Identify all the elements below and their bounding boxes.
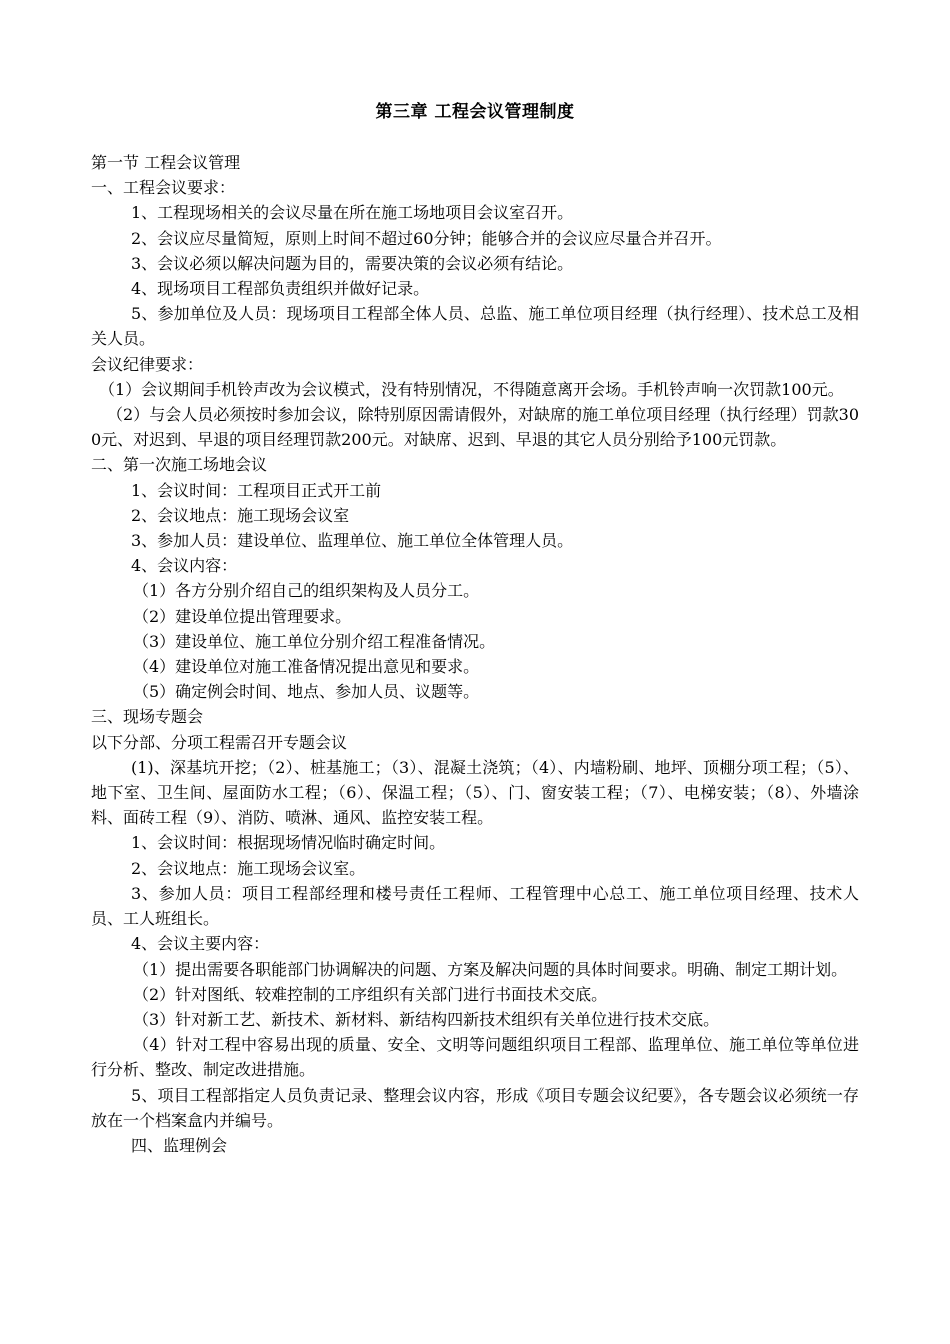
paragraph-item-3-5: 5、项目工程部指定人员负责记录、整理会议内容，形成《项目专题会议纪要》，各专题会议必须统一存放在一个档案盒内并编号。 bbox=[91, 1085, 859, 1130]
paragraph-item-1-1: 1、工程现场相关的会议尽量在所在施工场地项目会议室召开。 bbox=[131, 203, 574, 223]
paragraph-heading-2: 二、第一次施工场地会议 bbox=[91, 455, 268, 475]
paragraph-sub-3: 以下分部、分项工程需召开专题会议 bbox=[91, 732, 348, 752]
paragraph-item-2-1: 1、会议时间：工程项目正式开工前 bbox=[131, 480, 382, 500]
paragraph-item-1-3: 3、会议必须以解决问题为目的，需要决策的会议必须有结论。 bbox=[131, 253, 574, 273]
paragraph-item-3-3: 3、参加人员：项目工程部经理和楼号责任工程师、工程管理中心总工、施工单位项目经理、技术人员、工人班组长。 bbox=[91, 883, 859, 929]
paragraph-discipline-1: （1）会议期间手机铃声改为会议模式，没有特别情况，不得随意离开会场。手机铃声响一次罚款100元。 bbox=[99, 379, 844, 399]
paragraph-item-3-4-1: （1）提出需要各职能部门协调解决的问题、方案及解决问题的具体时间要求。明确、制定工期计划。 bbox=[133, 959, 848, 979]
paragraph-item-3-2: 2、会议地点：施工现场会议室。 bbox=[131, 858, 366, 878]
paragraph-heading-1: 一、工程会议要求： bbox=[91, 178, 236, 198]
document-page bbox=[91, 100, 859, 1158]
document-body bbox=[91, 150, 859, 1158]
paragraph-item-3-4-3: （3）针对新工艺、新技术、新材料、新结构四新技术组织有关单位进行技术交底。 bbox=[133, 1009, 720, 1029]
paragraph-list-3: (1)、深基坑开挖；（2）、桩基施工；（3）、混凝土浇筑；（4）、内墙粉刷、地坪、顶棚分项工程；（5）、地下室、卫生间、屋面防水工程；（6）、保温工程；（5）、门、窗安装工程；（7）、电梯安装；（8）、外墙涂料、面砖工程（9）、消防、喷淋、通风、监控安装工程。 bbox=[91, 757, 859, 828]
paragraph-item-1-5: 5、参加单位及人员：现场项目工程部全体人员、总监、施工单位项目经理（执行经理）、技术总工及相关人员。 bbox=[91, 304, 859, 349]
paragraph-item-2-4: 4、会议内容： bbox=[131, 556, 238, 576]
paragraph-item-3-4: 4、会议主要内容： bbox=[131, 934, 270, 954]
paragraph-item-2-2: 2、会议地点：施工现场会议室 bbox=[131, 505, 350, 525]
paragraph-heading-4: 四、监理例会 bbox=[131, 1135, 228, 1155]
paragraph-item-1-2: 2、会议应尽量简短，原则上时间不超过60分钟；能够合并的会议应尽量合并召开。 bbox=[131, 228, 722, 248]
paragraph-heading-discipline: 会议纪律要求： bbox=[91, 354, 204, 374]
paragraph-section-1: 第一节 工程会议管理 bbox=[91, 153, 241, 172]
chapter-title: 第三章 工程会议管理制度 bbox=[375, 102, 575, 122]
paragraph-item-2-4-3: （3）建设单位、施工单位分别介绍工程准备情况。 bbox=[133, 631, 496, 651]
paragraph-item-3-1: 1、会议时间：根据现场情况临时确定时间。 bbox=[131, 833, 446, 853]
paragraph-item-1-4: 4、现场项目工程部负责组织并做好记录。 bbox=[131, 279, 430, 299]
paragraph-item-2-4-1: （1）各方分别介绍自己的组织架构及人员分工。 bbox=[133, 581, 480, 601]
paragraph-item-3-4-2: （2）针对图纸、较难控制的工序组织有关部门进行书面技术交底。 bbox=[133, 984, 608, 1004]
paragraph-item-3-4-4: （4）针对工程中容易出现的质量、安全、文明等问题组织项目工程部、监理单位、施工单位等单位进行分析、整改、制定改进措施。 bbox=[91, 1035, 859, 1080]
paragraph-item-2-3: 3、参加人员：建设单位、监理单位、施工单位全体管理人员。 bbox=[131, 531, 574, 551]
paragraph-item-2-4-5: （5）确定例会时间、地点、参加人员、议题等。 bbox=[133, 682, 480, 702]
paragraph-discipline-2: （2）与会人员必须按时参加会议，除特别原因需请假外，对缺席的施工单位项目经理（执行经理）罚款300元、对迟到、早退的项目经理罚款200元。对缺席、迟到、早退的其它人员分别给予100元罚款。 bbox=[91, 405, 859, 450]
paragraph-item-2-4-4: （4）建设单位对施工准备情况提出意见和要求。 bbox=[133, 657, 480, 677]
paragraph-item-2-4-2: （2）建设单位提出管理要求。 bbox=[133, 606, 352, 626]
paragraph-heading-3: 三、现场专题会 bbox=[91, 707, 204, 727]
